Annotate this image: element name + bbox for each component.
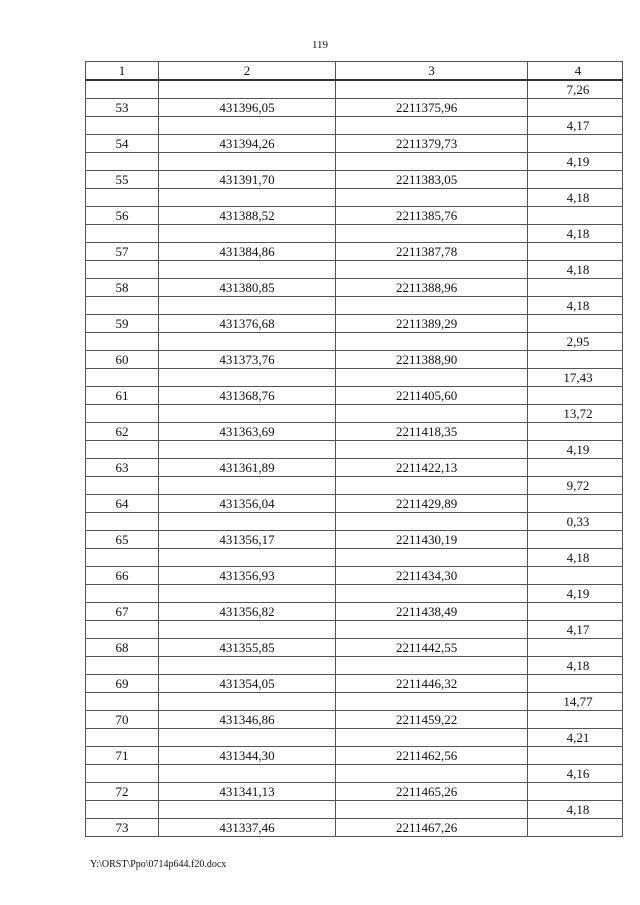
y-coordinate-cell: 2211405,60	[336, 387, 528, 405]
distance-cell: 14,77	[528, 693, 623, 711]
point-number-cell	[86, 477, 159, 495]
table-row	[86, 531, 623, 549]
x-coordinate-cell	[159, 261, 336, 279]
point-number-cell: 69	[86, 675, 159, 693]
x-coordinate-cell	[159, 801, 336, 819]
point-number-cell	[86, 189, 159, 207]
table-row	[86, 297, 623, 315]
y-coordinate-cell: 2211422,13	[336, 459, 528, 477]
distance-cell	[528, 351, 623, 369]
table-row	[86, 405, 623, 423]
x-coordinate-cell	[159, 621, 336, 639]
y-coordinate-cell	[336, 117, 528, 135]
table-row	[86, 711, 623, 729]
x-coordinate-cell: 431394,26	[159, 135, 336, 153]
point-number-cell: 56	[86, 207, 159, 225]
x-coordinate-cell: 431388,52	[159, 207, 336, 225]
point-number-cell: 68	[86, 639, 159, 657]
x-coordinate-cell: 431356,04	[159, 495, 336, 513]
distance-cell	[528, 459, 623, 477]
distance-cell: 4,19	[528, 441, 623, 459]
y-coordinate-cell: 2211385,76	[336, 207, 528, 225]
distance-cell	[528, 243, 623, 261]
y-coordinate-cell: 2211462,56	[336, 747, 528, 765]
table-row	[86, 693, 623, 711]
x-coordinate-cell	[159, 585, 336, 603]
x-coordinate-cell: 431356,17	[159, 531, 336, 549]
table-row	[86, 225, 623, 243]
point-number-cell: 71	[86, 747, 159, 765]
distance-cell	[528, 783, 623, 801]
y-coordinate-cell	[336, 441, 528, 459]
y-coordinate-cell: 2211429,89	[336, 495, 528, 513]
y-coordinate-cell: 2211446,32	[336, 675, 528, 693]
y-coordinate-cell	[336, 333, 528, 351]
point-number-cell	[86, 261, 159, 279]
x-coordinate-cell	[159, 693, 336, 711]
y-coordinate-cell	[336, 189, 528, 207]
table-row	[86, 423, 623, 441]
distance-cell: 4,18	[528, 189, 623, 207]
distance-cell	[528, 711, 623, 729]
distance-cell	[528, 99, 623, 117]
table-row	[86, 369, 623, 387]
table-row	[86, 153, 623, 171]
x-coordinate-cell	[159, 657, 336, 675]
point-number-cell	[86, 441, 159, 459]
y-coordinate-cell: 2211459,22	[336, 711, 528, 729]
x-coordinate-cell: 431363,69	[159, 423, 336, 441]
table-body	[86, 80, 623, 837]
y-coordinate-cell: 2211418,35	[336, 423, 528, 441]
table-row	[86, 261, 623, 279]
x-coordinate-cell	[159, 333, 336, 351]
point-number-cell	[86, 693, 159, 711]
point-number-cell: 64	[86, 495, 159, 513]
footer-file-path: Y:\ORST\Ppo\0714p644.f20.docx	[90, 859, 227, 870]
x-coordinate-cell: 431396,05	[159, 99, 336, 117]
distance-cell	[528, 531, 623, 549]
point-number-cell: 55	[86, 171, 159, 189]
distance-cell: 4,19	[528, 153, 623, 171]
y-coordinate-cell	[336, 369, 528, 387]
distance-cell: 4,18	[528, 297, 623, 315]
table-row	[86, 549, 623, 567]
distance-cell: 2,95	[528, 333, 623, 351]
x-coordinate-cell	[159, 153, 336, 171]
y-coordinate-cell	[336, 729, 528, 747]
distance-cell	[528, 567, 623, 585]
x-coordinate-cell	[159, 297, 336, 315]
distance-cell: 0,33	[528, 513, 623, 531]
header-col-2: 2	[159, 62, 336, 81]
distance-cell	[528, 819, 623, 837]
table-row	[86, 189, 623, 207]
y-coordinate-cell: 2211430,19	[336, 531, 528, 549]
distance-cell: 4,21	[528, 729, 623, 747]
y-coordinate-cell	[336, 693, 528, 711]
y-coordinate-cell: 2211388,90	[336, 351, 528, 369]
x-coordinate-cell	[159, 729, 336, 747]
table-row	[86, 657, 623, 675]
table-row	[86, 315, 623, 333]
x-coordinate-cell: 431337,46	[159, 819, 336, 837]
y-coordinate-cell	[336, 801, 528, 819]
table-row	[86, 387, 623, 405]
distance-cell: 4,19	[528, 585, 623, 603]
point-number-cell	[86, 117, 159, 135]
x-coordinate-cell: 431346,86	[159, 711, 336, 729]
distance-cell: 4,18	[528, 225, 623, 243]
x-coordinate-cell	[159, 441, 336, 459]
distance-cell	[528, 423, 623, 441]
table-row	[86, 675, 623, 693]
point-number-cell	[86, 80, 159, 99]
distance-cell: 17,43	[528, 369, 623, 387]
table-row	[86, 621, 623, 639]
table-row	[86, 477, 623, 495]
y-coordinate-cell	[336, 513, 528, 531]
x-coordinate-cell: 431354,05	[159, 675, 336, 693]
point-number-cell: 67	[86, 603, 159, 621]
y-coordinate-cell: 2211389,29	[336, 315, 528, 333]
table-row	[86, 459, 623, 477]
table-row	[86, 135, 623, 153]
table-row	[86, 567, 623, 585]
y-coordinate-cell	[336, 80, 528, 99]
table-row	[86, 603, 623, 621]
y-coordinate-cell	[336, 477, 528, 495]
x-coordinate-cell: 431373,76	[159, 351, 336, 369]
x-coordinate-cell: 431376,68	[159, 315, 336, 333]
y-coordinate-cell	[336, 261, 528, 279]
x-coordinate-cell: 431380,85	[159, 279, 336, 297]
y-coordinate-cell	[336, 549, 528, 567]
y-coordinate-cell: 2211388,96	[336, 279, 528, 297]
distance-cell	[528, 207, 623, 225]
table-row	[86, 639, 623, 657]
table-row	[86, 783, 623, 801]
y-coordinate-cell	[336, 765, 528, 783]
y-coordinate-cell	[336, 405, 528, 423]
x-coordinate-cell: 431341,13	[159, 783, 336, 801]
point-number-cell	[86, 297, 159, 315]
table-row	[86, 243, 623, 261]
distance-cell	[528, 279, 623, 297]
table-header	[86, 62, 623, 81]
point-number-cell	[86, 369, 159, 387]
distance-cell: 4,18	[528, 261, 623, 279]
y-coordinate-cell: 2211438,49	[336, 603, 528, 621]
point-number-cell: 59	[86, 315, 159, 333]
y-coordinate-cell: 2211379,73	[336, 135, 528, 153]
table-row	[86, 747, 623, 765]
distance-cell	[528, 495, 623, 513]
distance-cell: 9,72	[528, 477, 623, 495]
y-coordinate-cell	[336, 225, 528, 243]
x-coordinate-cell: 431368,76	[159, 387, 336, 405]
table-row	[86, 513, 623, 531]
distance-cell: 4,18	[528, 549, 623, 567]
point-number-cell: 61	[86, 387, 159, 405]
point-number-cell: 54	[86, 135, 159, 153]
y-coordinate-cell	[336, 297, 528, 315]
table-row	[86, 729, 623, 747]
y-coordinate-cell: 2211442,55	[336, 639, 528, 657]
y-coordinate-cell: 2211467,26	[336, 819, 528, 837]
x-coordinate-cell: 431356,82	[159, 603, 336, 621]
table-row	[86, 99, 623, 117]
point-number-cell	[86, 405, 159, 423]
x-coordinate-cell	[159, 549, 336, 567]
x-coordinate-cell	[159, 513, 336, 531]
point-number-cell	[86, 513, 159, 531]
point-number-cell: 70	[86, 711, 159, 729]
point-number-cell	[86, 153, 159, 171]
y-coordinate-cell: 2211465,26	[336, 783, 528, 801]
distance-cell	[528, 603, 623, 621]
x-coordinate-cell: 431391,70	[159, 171, 336, 189]
table-row	[86, 351, 623, 369]
point-number-cell: 66	[86, 567, 159, 585]
table-row	[86, 819, 623, 837]
distance-cell: 13,72	[528, 405, 623, 423]
table-row	[86, 801, 623, 819]
table-row	[86, 80, 623, 99]
table-row	[86, 279, 623, 297]
x-coordinate-cell: 431361,89	[159, 459, 336, 477]
point-number-cell	[86, 729, 159, 747]
y-coordinate-cell	[336, 657, 528, 675]
point-number-cell: 72	[86, 783, 159, 801]
header-col-4: 4	[528, 62, 623, 81]
y-coordinate-cell: 2211375,96	[336, 99, 528, 117]
x-coordinate-cell	[159, 405, 336, 423]
distance-cell	[528, 747, 623, 765]
point-number-cell: 58	[86, 279, 159, 297]
distance-cell: 4,17	[528, 117, 623, 135]
point-number-cell	[86, 585, 159, 603]
y-coordinate-cell: 2211383,05	[336, 171, 528, 189]
x-coordinate-cell	[159, 80, 336, 99]
point-number-cell	[86, 549, 159, 567]
y-coordinate-cell	[336, 585, 528, 603]
x-coordinate-cell	[159, 765, 336, 783]
x-coordinate-cell	[159, 477, 336, 495]
point-number-cell: 57	[86, 243, 159, 261]
x-coordinate-cell	[159, 369, 336, 387]
distance-cell: 4,17	[528, 621, 623, 639]
y-coordinate-cell: 2211434,30	[336, 567, 528, 585]
point-number-cell	[86, 333, 159, 351]
point-number-cell	[86, 801, 159, 819]
table-row	[86, 171, 623, 189]
table-row	[86, 207, 623, 225]
point-number-cell: 53	[86, 99, 159, 117]
distance-cell: 4,18	[528, 801, 623, 819]
distance-cell	[528, 315, 623, 333]
point-number-cell: 73	[86, 819, 159, 837]
distance-cell: 7,26	[528, 80, 623, 99]
point-number-cell	[86, 225, 159, 243]
table-row	[86, 585, 623, 603]
point-number-cell	[86, 765, 159, 783]
distance-cell: 4,16	[528, 765, 623, 783]
distance-cell: 4,18	[528, 657, 623, 675]
point-number-cell	[86, 621, 159, 639]
x-coordinate-cell	[159, 225, 336, 243]
header-row	[86, 62, 623, 81]
distance-cell	[528, 135, 623, 153]
x-coordinate-cell: 431384,86	[159, 243, 336, 261]
table-row	[86, 117, 623, 135]
point-number-cell: 65	[86, 531, 159, 549]
y-coordinate-cell: 2211387,78	[336, 243, 528, 261]
table-row	[86, 333, 623, 351]
x-coordinate-cell: 431356,93	[159, 567, 336, 585]
y-coordinate-cell	[336, 153, 528, 171]
y-coordinate-cell	[336, 621, 528, 639]
coordinates-table	[85, 61, 623, 837]
distance-cell	[528, 675, 623, 693]
point-number-cell: 63	[86, 459, 159, 477]
point-number-cell: 60	[86, 351, 159, 369]
distance-cell	[528, 171, 623, 189]
point-number-cell: 62	[86, 423, 159, 441]
x-coordinate-cell: 431355,85	[159, 639, 336, 657]
distance-cell	[528, 639, 623, 657]
distance-cell	[528, 387, 623, 405]
table-row	[86, 495, 623, 513]
table-row	[86, 441, 623, 459]
x-coordinate-cell	[159, 189, 336, 207]
x-coordinate-cell: 431344,30	[159, 747, 336, 765]
table-row	[86, 765, 623, 783]
header-col-3: 3	[336, 62, 528, 81]
page-number: 119	[311, 39, 329, 51]
point-number-cell	[86, 657, 159, 675]
x-coordinate-cell	[159, 117, 336, 135]
header-col-1: 1	[86, 62, 159, 81]
